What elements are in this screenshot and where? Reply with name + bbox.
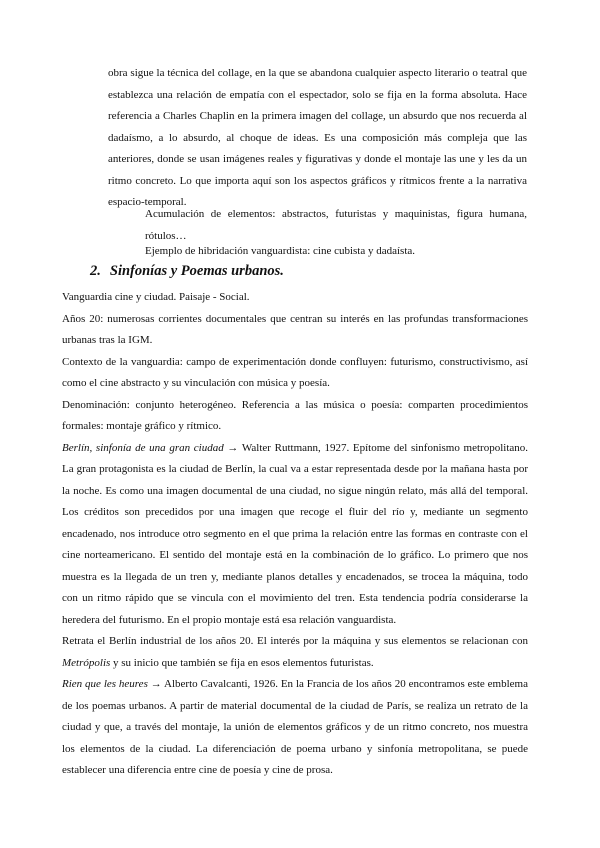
indented-note-hybridization: Ejemplo de hibridación vanguardista: cine cubista y dadaísta. bbox=[145, 245, 416, 257]
intro-paragraph: obra sigue la técnica del collage, en la que se abandona cualquier aspecto literario o teatral que establezca una relación de empatía con el espectador, solo se fija en la forma absoluta. Hace referencia a Charles Chaplin en la primera imagen del collage, un absurdo que nos recuerda al dadaísmo, a lo absurdo, al choque de ideas. Es una composición más compleja que las anteriores, donde se usan imágenes reales y figurativas y donde el montaje las une y les da un ritmo concreto. Lo que importa aquí son los aspectos gráficos y rítmicos frente a la narrativa espacio-temporal. bbox=[108, 67, 527, 208]
film-title-metropolis: Metrópolis bbox=[62, 656, 111, 669]
paragraph-twenties: Años 20: numerosas corrientes documentales que centran su interés en las profundas transformaciones urbanas tras la IGM. bbox=[62, 312, 528, 346]
paragraph-industrial-text-start: Retrata el Berlín industrial de los años 20. El interés por la máquina y sus elementos se relacionan con bbox=[62, 635, 528, 647]
indented-note-accumulation: Acumulación de elementos: abstractos, futuristas y maquinistas, figura humana, rótulos… bbox=[145, 208, 527, 242]
section-title: Sinfonías y Poemas urbanos. bbox=[109, 263, 284, 279]
paragraph-vanguard-city: Vanguardia cine y ciudad. Paisaje - Social. bbox=[62, 291, 250, 303]
paragraph-rien-text: → Alberto Cavalcanti, 1926. En la Francia de los años 20 encontramos este emblema de los poemas urbanos. A partir de material documental de la ciudad de París, se realiza un retrato de la ciudad y que, a través del montaje, la unión de elementos gráficos y de un ritmo concreto, nos muestra los elementos de la ciudad. La diferenciación de poema urbano y sinfonía metropolitana, se puede establecer una diferencia entre cine de poesía y cine de prosa. bbox=[62, 678, 528, 776]
paragraph-berlin-text: → Walter Ruttmann, 1927. Epítome del sinfonismo metropolitano. La gran protagonista es la ciudad de Berlín, la cual va a estar representada desde por la mañana hasta por la noche. Es como una imagen documental de una ciudad, no sigue ningún relato, más allá del temporal. Los créditos son precedidos por una imagen que recoge el fluir del río y, mediante un segmento encadenado, nos introduce otro segmento en el que prima la relación entre las formas en contraste con el cine norteamericano. El sentido del montaje está en la combinación de lo gráfico. Lo primero que nos muestra es la llegada de un tren y, mediante planos detalles y encadenados, se trocea la máquina, todo con un ritmo rápido que se vincula con el movimiento del tren. Esta tendencia podría considerarse la heredera del futurismo. En el propio montaje está esa relación vanguardista. bbox=[62, 441, 529, 626]
section-heading bbox=[90, 263, 284, 280]
film-title-berlin: Berlín, sinfonía de una gran ciudad bbox=[62, 441, 224, 454]
paragraph-industrial-berlin bbox=[62, 631, 528, 674]
paragraph-context: Contexto de la vanguardia: campo de experimentación donde confluyen: futurismo, constructivismo, así como el cine abstracto y su vinculación con música y poesía. bbox=[62, 355, 528, 389]
paragraph-denomination: Denominación: conjunto heterogéneo. Referencia a las música o poesía: comparten procedimientos formales: montaje gráfico y rítmico. bbox=[62, 398, 528, 432]
paragraph-rien-que-les-heures bbox=[62, 674, 528, 782]
section-number: 2. bbox=[90, 263, 101, 279]
section-body bbox=[62, 287, 528, 782]
film-title-rien: Rien que les heures bbox=[62, 678, 148, 690]
paragraph-industrial-text-end: y su inicio que también se fija en esos elementos futuristas. bbox=[110, 656, 374, 669]
paragraph-berlin bbox=[62, 438, 528, 632]
